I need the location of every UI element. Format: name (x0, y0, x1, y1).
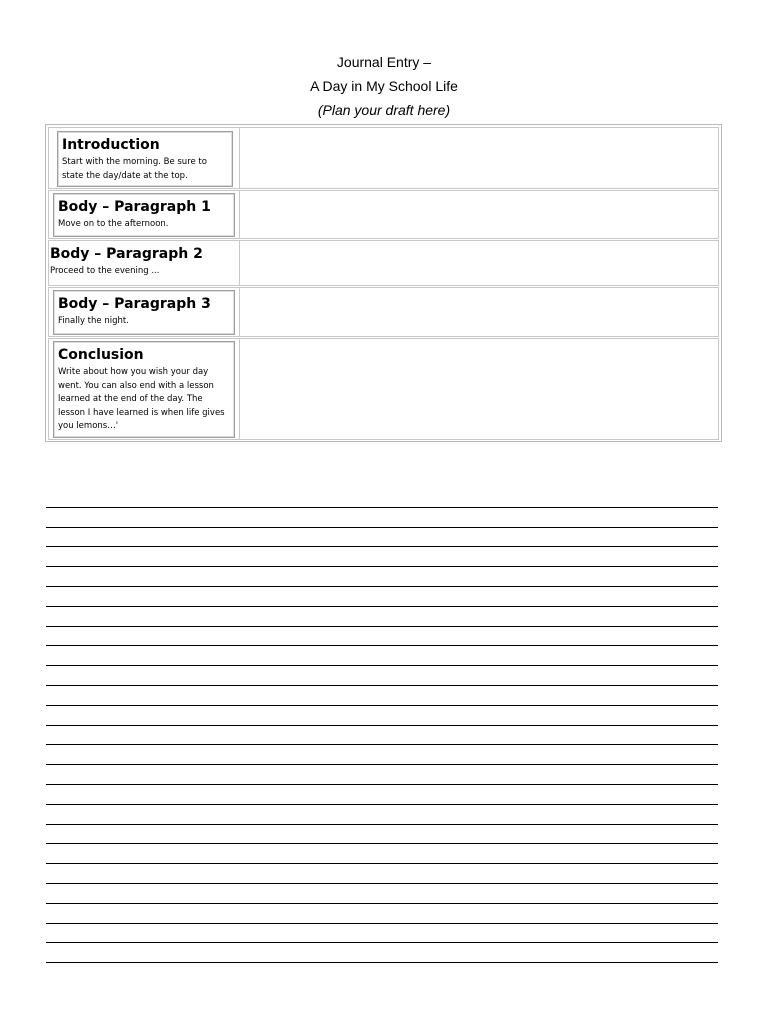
section-description: Finally the night. (58, 316, 129, 326)
writing-line[interactable] (46, 924, 718, 944)
planning-hint: (Plan your draft here) (317, 102, 451, 118)
writing-line[interactable] (46, 627, 718, 647)
planning-row-conclusion (48, 338, 719, 440)
draft-cell-conclusion[interactable] (239, 339, 718, 439)
planning-row-body-1 (48, 190, 719, 239)
planning-row-body-2 (48, 240, 719, 286)
section-description: Start with the morning. Be sure to state the day/date at the top. (62, 157, 207, 181)
section-description: Move on to the afternoon. (58, 219, 169, 229)
writing-line[interactable] (46, 646, 718, 666)
writing-line[interactable] (46, 805, 718, 825)
section-title: Introduction (62, 137, 160, 153)
page-subtitle: A Day in My School Life (310, 78, 458, 94)
section-label-body-1 (53, 193, 235, 237)
section-title: Body – Paragraph 2 (50, 246, 203, 262)
document-header (0, 50, 768, 122)
section-title: Body – Paragraph 3 (58, 296, 211, 312)
writing-line[interactable] (46, 488, 718, 508)
writing-line[interactable] (46, 765, 718, 785)
planning-table (45, 124, 722, 442)
section-label-body-2 (49, 242, 237, 285)
writing-lines (46, 488, 718, 963)
writing-line[interactable] (46, 864, 718, 884)
planning-row-body-3 (48, 287, 719, 337)
writing-line[interactable] (46, 686, 718, 706)
writing-line[interactable] (46, 726, 718, 746)
writing-line[interactable] (46, 547, 718, 567)
writing-line[interactable] (46, 785, 718, 805)
section-label-conclusion (53, 341, 235, 438)
section-label-introduction (57, 131, 233, 187)
page-title: Journal Entry – (336, 54, 432, 70)
writing-line[interactable] (46, 508, 718, 528)
writing-line[interactable] (46, 587, 718, 607)
draft-cell-body-3[interactable] (239, 288, 718, 336)
section-title: Conclusion (58, 347, 144, 363)
draft-cell-introduction[interactable] (239, 128, 718, 188)
writing-line[interactable] (46, 745, 718, 765)
writing-line[interactable] (46, 528, 718, 548)
writing-line[interactable] (46, 884, 718, 904)
section-description: Proceed to the evening ... (50, 266, 160, 276)
writing-line[interactable] (46, 844, 718, 864)
section-description: Write about how you wish your day went. You can also end with a lesson learned at the end of the day. The lesson I have learned is when life gives you lemons…' (58, 367, 225, 431)
section-title: Body – Paragraph 1 (58, 199, 211, 215)
writing-line[interactable] (46, 825, 718, 845)
draft-cell-body-2[interactable] (239, 241, 718, 285)
writing-line[interactable] (46, 706, 718, 726)
writing-line[interactable] (46, 607, 718, 627)
writing-line[interactable] (46, 904, 718, 924)
planning-row-introduction (48, 127, 719, 189)
writing-line[interactable] (46, 666, 718, 686)
writing-line[interactable] (46, 567, 718, 587)
writing-line[interactable] (46, 943, 718, 963)
section-label-body-3 (53, 290, 235, 335)
draft-cell-body-1[interactable] (239, 191, 718, 238)
